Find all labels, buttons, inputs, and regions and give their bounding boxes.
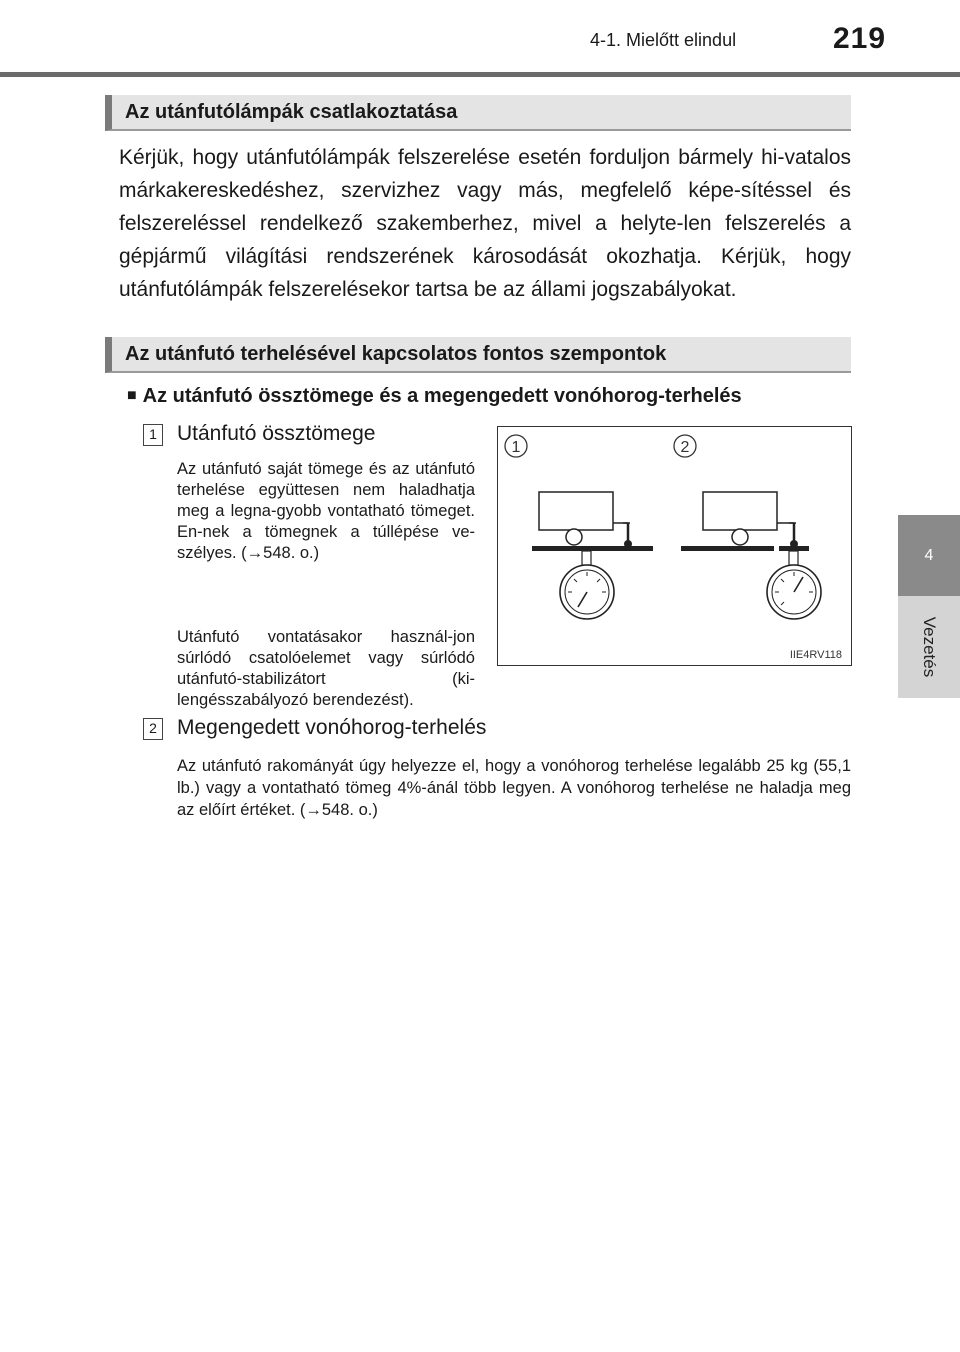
figure-code: IIE4RV118 [789,649,842,661]
item-number-1: 1 [143,424,163,446]
chapter-label: Vezetés [920,616,939,678]
section-heading-text: Az utánfutó terhelésével kapcsolatos fontos szempontok [125,343,667,365]
trailer-lights-paragraph: Kérjük, hogy utánfutólámpák felszerelése esetén forduljon bármely hi-vatalos márkakereskedéshez, szervizhez vagy más, megfelelő képe-sítéssel és felszereléssel rendelkező szakemberhez, mivel a helyte-len felszerelés a gépjármű világítási rendszerének károsodását okozhatja. Kérjük, hogy utánfutólámpák felszerelésekor tartsa be az állami jogszabályokat. [119,146,851,301]
subheading-text: Az utánfutó össztömege és a megengedett vonóhorog-terhelés [142,385,742,407]
item1-title: Utánfutó össztömege [177,422,376,445]
page-number: 219 [833,22,887,55]
header-rule [0,72,960,77]
section-title: 4-1. Mielőtt elindul [590,30,737,50]
trailer-load-figure [497,426,852,666]
subheading [127,385,742,408]
tongue-weight-illustration [681,492,821,619]
figure-marker-2-label: 2 [680,439,690,456]
item-number-2: 2 [143,718,163,740]
trailer-scale-diagram [498,427,850,664]
item1-text-2: Utánfutó vontatásakor használ-jon súrlódó csatolóelemet vagy súrlódó utánfutó-stabilizátort (ki-lengésszabályozó berendezést). [177,628,475,709]
section-heading-text: Az utánfutólámpák csatlakoztatása [125,101,458,123]
figure-marker-1-label: 1 [511,439,521,456]
item2-text: Az utánfutó rakományát úgy helyezze el, hogy a vonóhorog terhelése legalább 25 kg (55,1 lb.) vagy a vontatható tömeg 4%-ánál több legyen. A vonóhorog terhelése ne haladja meg az előírt értéket. (→548. o.) [177,757,851,819]
item1-text-1: Az utánfutó saját tömege és az utánfutó terhelése együttesen nem haladhatja meg a legna-gyobb vontatható tömeget. En-nek a tömegnek a túllépése ve-szélyes. (→548. o.) [177,460,475,562]
item2-title: Megengedett vonóhorog-terhelés [177,716,487,739]
square-bullet-icon: ■ [127,387,137,404]
section-heading-trailer-load [105,337,851,373]
trailer-gross-weight-illustration [532,492,653,619]
chapter-tab: 4 [898,515,960,596]
section-heading-trailer-lights [105,95,851,131]
